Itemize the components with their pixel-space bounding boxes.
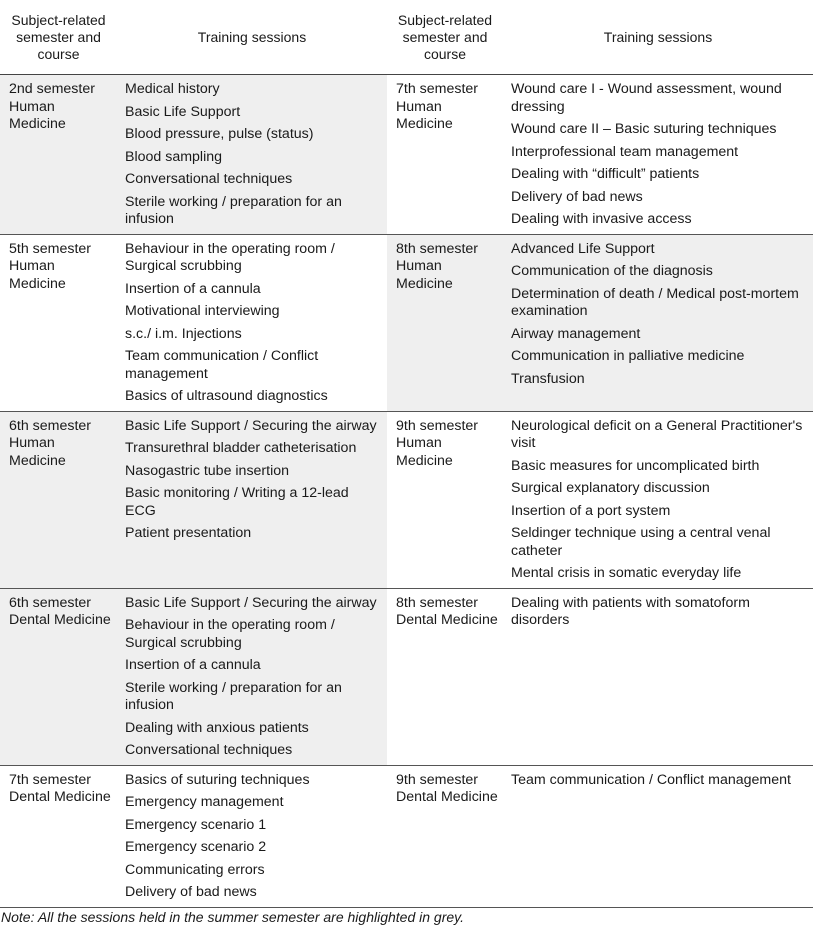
- sessions-cell-right: [503, 411, 813, 588]
- session-item: Nasogastric tube insertion: [125, 462, 290, 479]
- session-item: Dealing with anxious patients: [125, 719, 309, 736]
- session-item: Team communication / Conflict management: [125, 348, 319, 382]
- course-cell-left: 6th semester Dental Medicine: [0, 588, 117, 765]
- session-item: Surgical explanatory discussion: [511, 480, 710, 496]
- session-item: Wound care II – Basic suturing techniques: [511, 121, 777, 137]
- session-item: Behaviour in the operating room / Surgical scrubbing: [125, 617, 335, 651]
- session-item: Blood sampling: [125, 148, 223, 165]
- session-item: Delivery of bad news: [511, 188, 643, 205]
- session-item: Sterile working / preparation for an infusion: [125, 679, 342, 713]
- session-item: Dealing with “difficult” patients: [511, 166, 700, 182]
- course-cell-right: 9th semester Dental Medicine: [396, 771, 498, 805]
- sessions-cell-right: [503, 75, 813, 235]
- session-item: Conversational techniques: [125, 171, 293, 187]
- session-item: Transfusion: [511, 370, 585, 387]
- session-item: Determination of death / Medical post-mortem examination: [511, 285, 799, 319]
- session-item: Seldinger technique using a central venal catheter: [511, 525, 771, 559]
- session-item: Delivery of bad news: [125, 884, 257, 900]
- session-item: Wound care I - Wound assessment, wound dressing: [511, 81, 782, 115]
- header-sessions-left: Training sessions: [117, 0, 387, 75]
- course-cell-left: 2nd semester Human Medicine: [0, 75, 117, 235]
- session-item: Motivational interviewing: [125, 303, 280, 319]
- course-cell-left: 6th semester Human Medicine: [0, 411, 117, 588]
- course-cell-right: 9th semester Human Medicine: [396, 417, 479, 469]
- sessions-cell-right: [503, 588, 813, 765]
- session-item: Emergency scenario 2: [125, 839, 267, 855]
- sessions-cell-left: [117, 411, 387, 588]
- session-item: Basics of suturing techniques: [125, 771, 310, 788]
- header-course-right: Subject-related semester and course: [387, 0, 503, 75]
- session-item: Emergency management: [125, 794, 284, 810]
- sessions-cell-left: [117, 588, 387, 765]
- table-row: [0, 765, 813, 907]
- session-item: s.c./ i.m. Injections: [125, 325, 242, 342]
- session-item: Emergency scenario 1: [125, 816, 267, 833]
- course-cell-left: 5th semester Human Medicine: [9, 240, 92, 292]
- sessions-cell-left: [117, 765, 387, 907]
- table-row: [0, 234, 813, 411]
- table-row: [0, 75, 813, 235]
- header-sessions-right: Training sessions: [503, 0, 813, 75]
- sessions-cell-left: [117, 75, 387, 235]
- session-item: Communicating errors: [125, 861, 265, 878]
- session-item: Dealing with invasive access: [511, 211, 692, 227]
- session-item: Blood pressure, pulse (status): [125, 126, 314, 142]
- session-item: Dealing with patients with somatoform disorders: [511, 594, 750, 628]
- sessions-cell-left: [117, 234, 387, 411]
- session-item: Basics of ultrasound diagnostics: [125, 388, 328, 404]
- course-cell-right: 8th semester Human Medicine: [387, 234, 503, 411]
- header-course-left: Subject-related semester and course: [0, 0, 117, 75]
- sessions-cell-right: [503, 765, 813, 907]
- session-item: Mental crisis in somatic everyday life: [511, 565, 742, 581]
- session-item: Medical history: [125, 81, 220, 97]
- session-item: Interprofessional team management: [511, 143, 739, 160]
- session-item: Airway management: [511, 325, 641, 342]
- session-item: Communication in palliative medicine: [511, 348, 745, 364]
- session-item: Advanced Life Support: [511, 240, 655, 257]
- table-body: [0, 75, 813, 908]
- table-row: [0, 588, 813, 765]
- session-item: Behaviour in the operating room / Surgical scrubbing: [125, 240, 335, 274]
- course-cell-right: 8th semester Dental Medicine: [396, 594, 498, 628]
- session-item: Insertion of a cannula: [125, 280, 261, 297]
- session-item: Basic measures for uncomplicated birth: [511, 457, 760, 474]
- session-item: Basic Life Support / Securing the airway: [125, 417, 377, 434]
- session-item: Transurethral bladder catheterisation: [125, 440, 357, 456]
- table-note: Note: All the sessions held in the summer semester are highlighted in grey.: [1, 909, 465, 925]
- session-item: Communication of the diagnosis: [511, 263, 713, 279]
- session-item: Basic Life Support: [125, 103, 241, 120]
- course-cell-left: 7th semester Dental Medicine: [9, 771, 111, 805]
- session-item: Patient presentation: [125, 525, 252, 541]
- session-item: Sterile working / preparation for an infusion: [125, 193, 342, 227]
- header-row: [0, 0, 813, 75]
- session-item: Conversational techniques: [125, 742, 293, 758]
- table-row: [0, 411, 813, 588]
- session-item: Neurological deficit on a General Practitioner's visit: [511, 417, 803, 451]
- sessions-cell-right: [503, 234, 813, 411]
- course-cell-right: 7th semester Human Medicine: [396, 81, 479, 132]
- session-item: Basic monitoring / Writing a 12-lead ECG: [125, 485, 349, 519]
- session-item: Insertion of a port system: [511, 502, 671, 519]
- session-item: Insertion of a cannula: [125, 657, 261, 673]
- session-item: Team communication / Conflict management: [511, 771, 791, 788]
- session-item: Basic Life Support / Securing the airway: [125, 594, 377, 611]
